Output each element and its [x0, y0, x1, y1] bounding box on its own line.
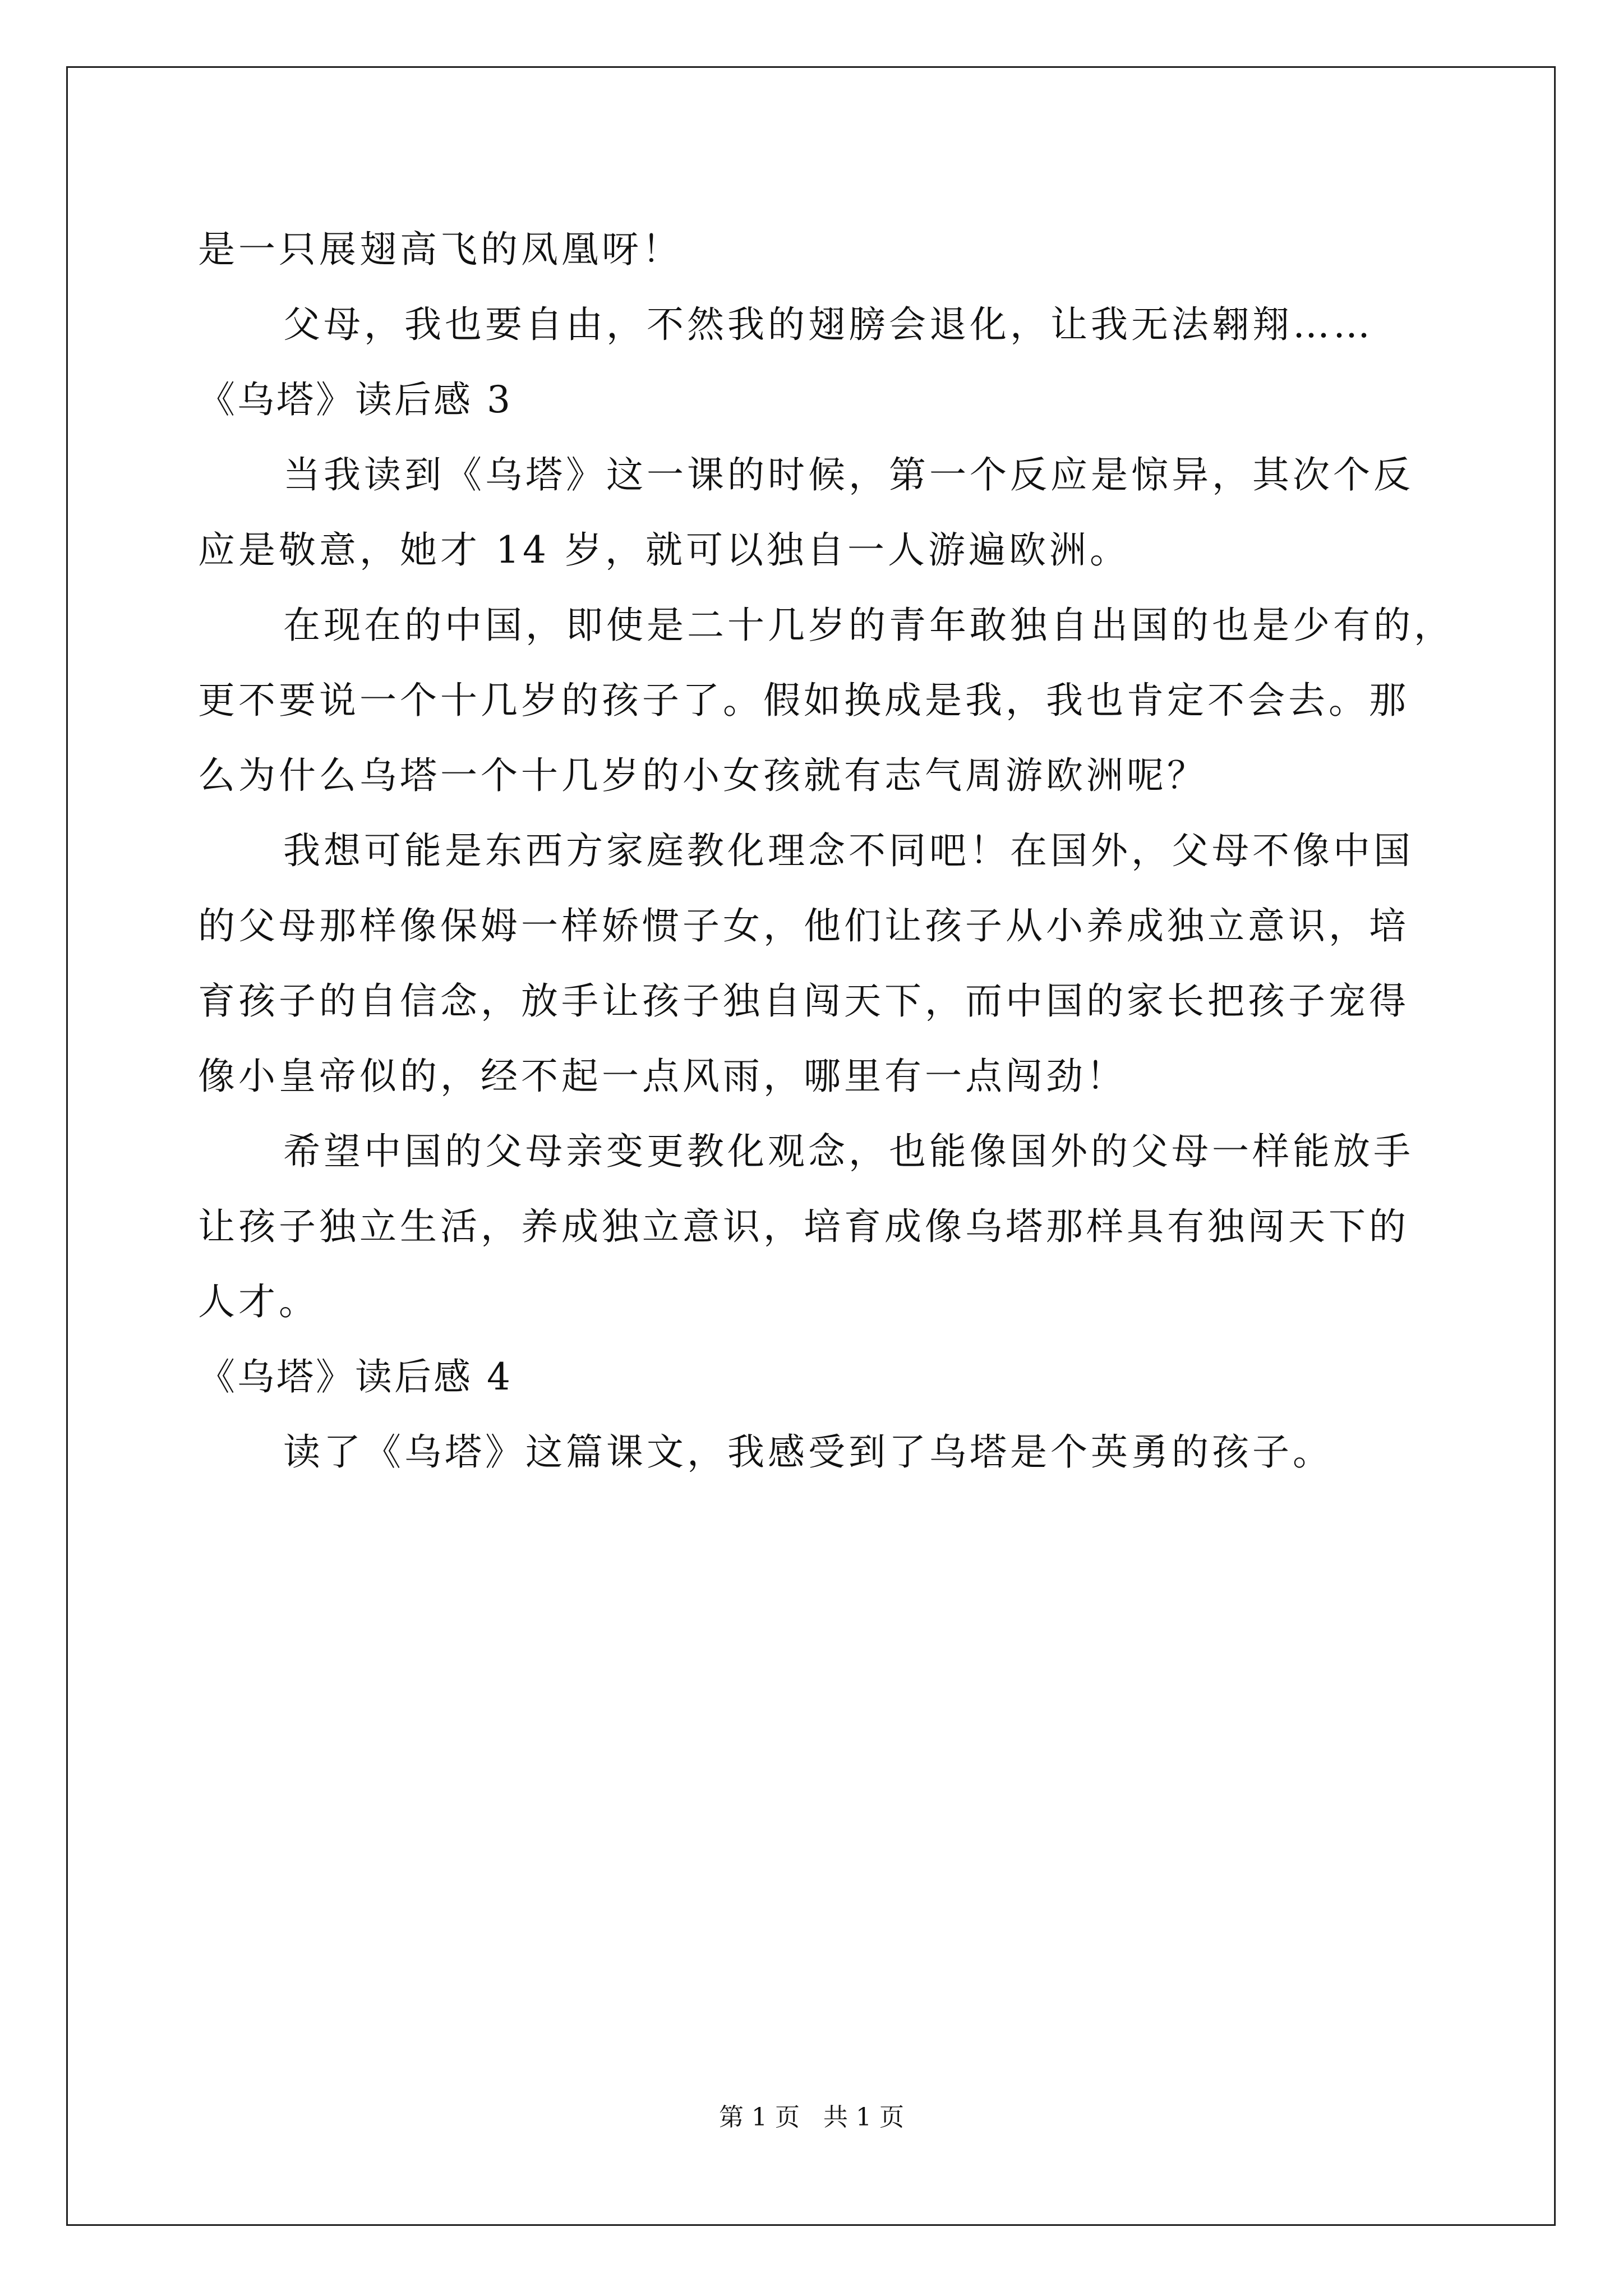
text-line-6: 在现在的中国，即使是二十几岁的青年敢独自出国的也是少有的， [283, 604, 1454, 647]
text-line-5: 应是敬意，她才 14 岁，就可以独自一人游遍欧洲。 [198, 528, 1130, 572]
text-line-17: 读了《乌塔》这篇课文，我感受到了乌塔是个英勇的孩子。 [283, 1430, 1333, 1474]
text-line-7: 更不要说一个十几岁的孩子了。假如换成是我，我也肯定不会去。那 [198, 679, 1409, 722]
text-line-13: 希望中国的父母亲变更教化观念，也能像国外的父母一样能放手 [283, 1130, 1414, 1173]
text-line-1: 是一只展翅高飞的凤凰呀！ [198, 228, 683, 271]
text-line-10: 的父母那样像保姆一样娇惯子女，他们让孩子从小养成独立意识，培 [198, 904, 1409, 947]
section-heading-4: 《乌塔》读后感 4 [198, 1355, 513, 1398]
text-line-2: 父母，我也要自由，不然我的翅膀会退化，让我无法翱翔…… [283, 303, 1373, 346]
text-line-14: 让孩子独立生活，养成独立意识，培育成像乌塔那样具有独闯天下的 [198, 1205, 1409, 1248]
page-number: 第 1 页 [719, 2103, 800, 2132]
text-line-8: 么为什么乌塔一个十几岁的小女孩就有志气周游欧洲呢？ [198, 754, 1207, 797]
page-footer [0, 2101, 1623, 2134]
document-body [198, 212, 1454, 1490]
text-line-12: 像小皇帝似的，经不起一点风雨，哪里有一点闯劲！ [198, 1055, 1127, 1098]
text-line-15: 人才。 [198, 1280, 319, 1323]
page-total: 共 1 页 [823, 2103, 904, 2132]
section-heading-3: 《乌塔》读后感 3 [198, 378, 513, 421]
text-line-9: 我想可能是东西方家庭教化理念不同吧！在国外，父母不像中国 [283, 829, 1414, 872]
text-line-4: 当我读到《乌塔》这一课的时候，第一个反应是惊异，其次个反 [283, 453, 1414, 496]
text-line-11: 育孩子的自信念，放手让孩子独自闯天下，而中国的家长把孩子宠得 [198, 979, 1409, 1023]
